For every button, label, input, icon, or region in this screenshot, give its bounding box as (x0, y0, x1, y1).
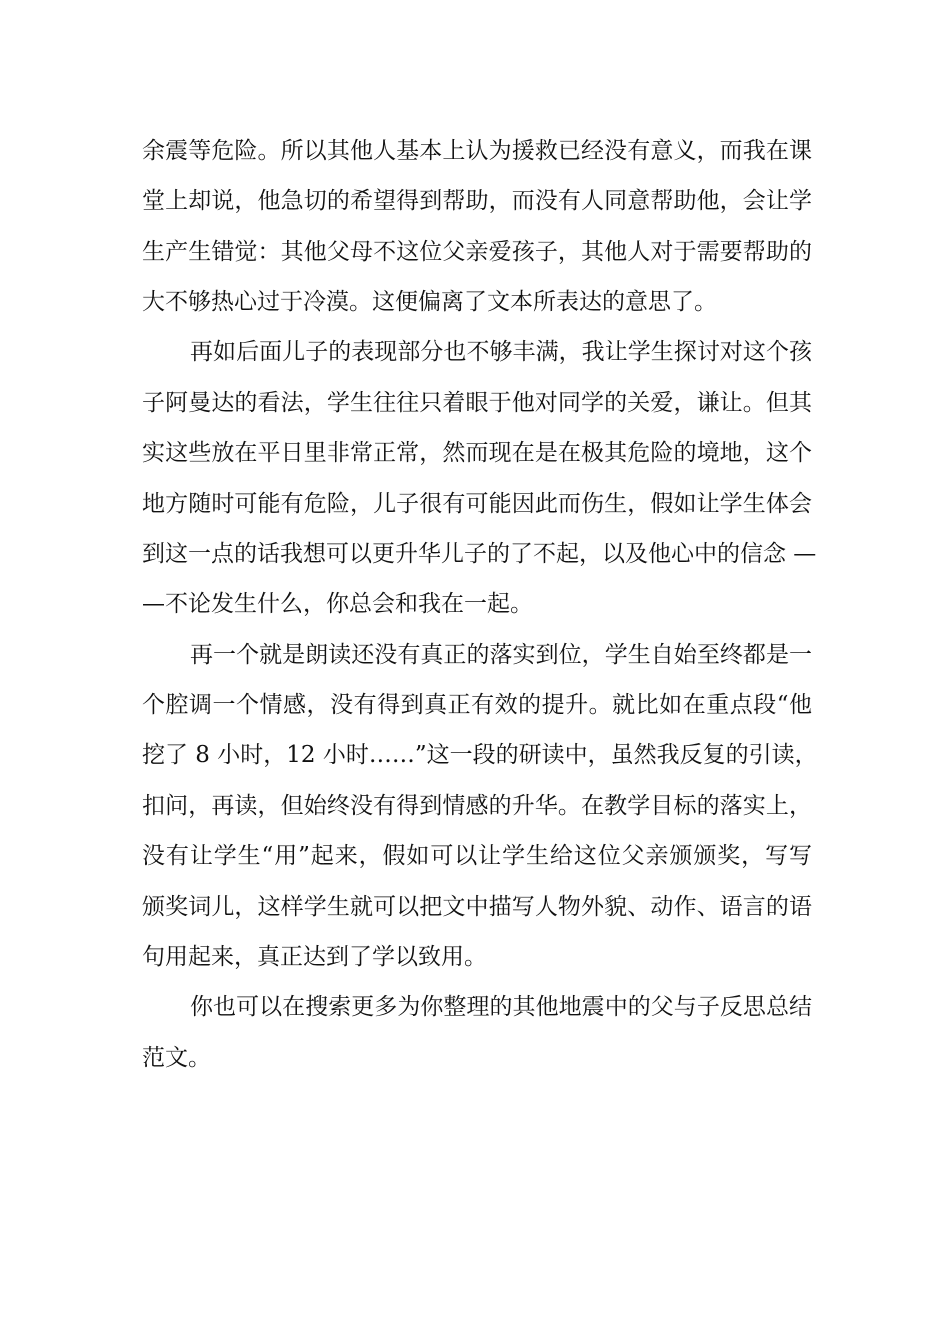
text-line: 实这些放在平日里非常正常，然而现在是在极其危险的境地，这个 (142, 440, 812, 466)
text-line: 生产生错觉：其他父母不这位父亲爱孩子，其他人对于需要帮助的 (142, 239, 812, 265)
text-line: 再如后面儿子的表现部分也不够丰满，我让学生探讨对这个孩 (190, 339, 812, 365)
text-line: 个腔调一个情感，没有得到真正有效的提升。就比如在重点段“他 (142, 692, 812, 718)
text-line: 子阿曼达的看法，学生往往只着眼于他对同学的关爱，谦让。但其 (142, 390, 812, 416)
text-line: 没有让学生“用”起来，假如可以让学生给这位父亲颁颁奖，写写 (142, 843, 812, 869)
text-line: 大不够热心过于冷漠。这便偏离了文本所表达的意思了。 (142, 289, 717, 315)
text-line: 你也可以在搜索更多为你整理的其他地震中的父与子反思总结 (190, 994, 812, 1020)
text-line: 余震等危险。所以其他人基本上认为援救已经没有意义，而我在课 (142, 138, 812, 164)
text-line: 句用起来，真正达到了学以致用。 (142, 944, 487, 970)
text-line: 到这一点的话我想可以更升华儿子的了不起，以及他心中的信念 — (142, 541, 817, 567)
text-line: 挖了 8 小时，12 小时……”这一段的研读中，虽然我反复的引读， (142, 742, 818, 768)
text-line: 颁奖词儿，这样学生就可以把文中描写人物外貌、动作、语言的语 (142, 894, 812, 920)
text-line: 堂上却说，他急切的希望得到帮助，而没有人同意帮助他，会让学 (142, 188, 812, 214)
text-line: 范文。 (142, 1045, 211, 1071)
text-line: 地方随时可能有危险，儿子很有可能因此而伤生，假如让学生体会 (142, 491, 812, 517)
text-line: —不论发生什么，你总会和我在一起。 (142, 591, 533, 617)
text-line: 再一个就是朗读还没有真正的落实到位，学生自始至终都是一 (190, 642, 812, 668)
text-line: 扣问，再读，但始终没有得到情感的升华。在教学目标的落实上， (142, 793, 812, 819)
